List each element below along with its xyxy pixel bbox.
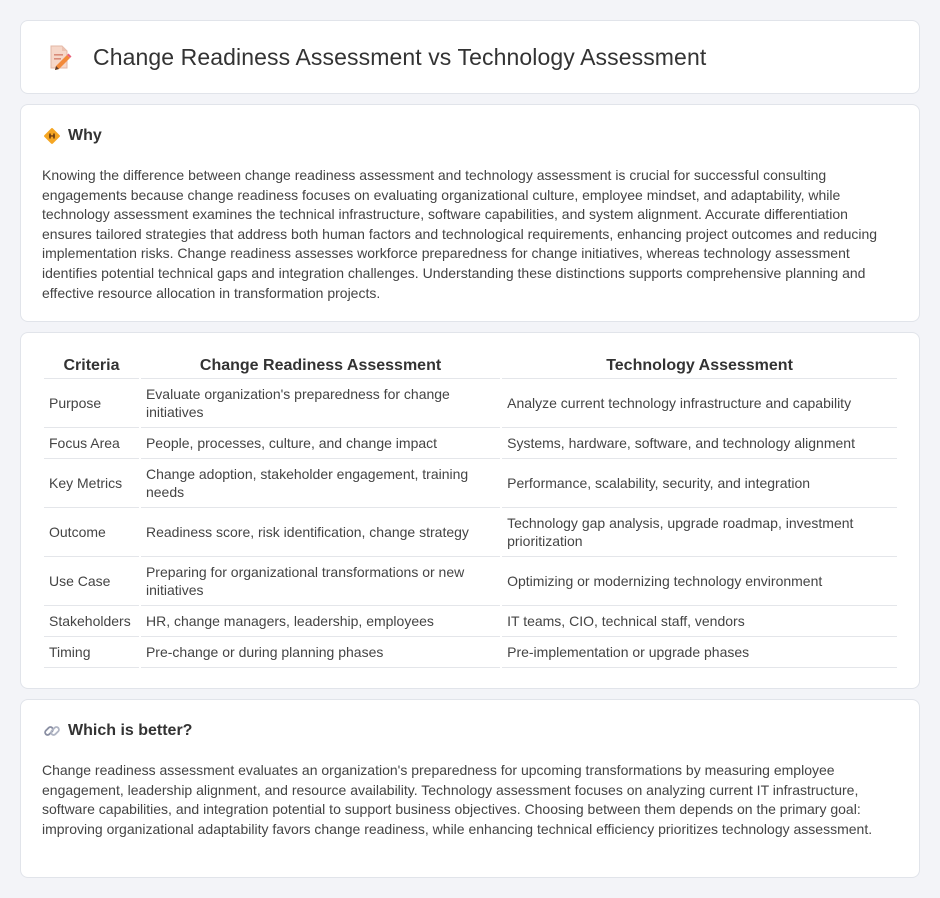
row-change-readiness: Change adoption, stakeholder engagement, training needs: [141, 459, 500, 508]
row-technology: Pre-implementation or upgrade phases: [502, 637, 897, 668]
page-title: Change Readiness Assessment vs Technology Assessment: [93, 43, 707, 70]
title-card: [20, 20, 920, 94]
row-change-readiness: Readiness score, risk identification, change strategy: [141, 508, 500, 557]
row-technology: IT teams, CIO, technical staff, vendors: [502, 606, 897, 637]
row-criteria: Stakeholders: [44, 606, 139, 637]
row-technology: Technology gap analysis, upgrade roadmap, investment prioritization: [502, 508, 897, 557]
table-row: [44, 606, 897, 637]
diamond-sign-icon: [43, 127, 61, 145]
table-row: [44, 637, 897, 668]
link-icon: [43, 722, 61, 740]
document-pencil-icon: [45, 43, 73, 71]
row-change-readiness: Pre-change or during planning phases: [141, 637, 500, 668]
which-text: Change readiness assessment evaluates an organization's preparedness for upcoming transformations by measuring employee engagement, leadership alignment, and resource availability. Technology assessment focuses on analyzing current IT infrastructure, software capabilities, and integration potential to support business objectives. Choosing between them depends on the primary goal: improving organizational adaptability favors change readiness, while enhancing technical efficiency prioritizes technology assessment.: [42, 762, 873, 837]
which-section: [20, 699, 920, 878]
table-header-row: [44, 354, 897, 379]
row-change-readiness: People, processes, culture, and change impact: [141, 428, 500, 459]
table-row: [44, 557, 897, 606]
table-row: [44, 379, 897, 428]
comparison-table-card: [20, 332, 920, 689]
row-technology: Performance, scalability, security, and integration: [502, 459, 897, 508]
row-change-readiness: Evaluate organization's preparedness for change initiatives: [141, 379, 500, 428]
why-section: [20, 104, 920, 322]
row-change-readiness: HR, change managers, leadership, employees: [141, 606, 500, 637]
comparison-table: [42, 354, 899, 668]
row-criteria: Purpose: [44, 379, 139, 428]
which-heading: Which is better?: [68, 722, 193, 739]
header-change-readiness: Change Readiness Assessment: [141, 354, 500, 379]
why-text: Knowing the difference between change readiness assessment and technology assessment is crucial for successful consulting engagements because change readiness focuses on evaluating organizational culture, employee mindset, and adaptability, while technology assessment examines the technical infrastructure, software capabilities, and system alignment. Accurate differentiation ensures tailored strategies that address both human factors and technological requirements, enhancing project outcomes and reducing implementation risks. Change readiness assesses workforce preparedness for change initiatives, whereas technology assessment identifies potential technical gaps and integration challenges. Understanding these distinctions supports comprehensive planning and effective resource allocation in transformation projects.: [42, 167, 878, 301]
row-criteria: Outcome: [44, 508, 139, 557]
row-criteria: Use Case: [44, 557, 139, 606]
header-technology: Technology Assessment: [502, 354, 897, 379]
row-criteria: Key Metrics: [44, 459, 139, 508]
table-row: [44, 508, 897, 557]
row-criteria: Focus Area: [44, 428, 139, 459]
table-row: [44, 459, 897, 508]
row-change-readiness: Preparing for organizational transformations or new initiatives: [141, 557, 500, 606]
why-heading: Why: [68, 127, 102, 144]
table-row: [44, 428, 897, 459]
row-technology: Systems, hardware, software, and technology alignment: [502, 428, 897, 459]
header-criteria: Criteria: [44, 354, 139, 379]
row-criteria: Timing: [44, 637, 139, 668]
row-technology: Analyze current technology infrastructure and capability: [502, 379, 897, 428]
row-technology: Optimizing or modernizing technology environment: [502, 557, 897, 606]
